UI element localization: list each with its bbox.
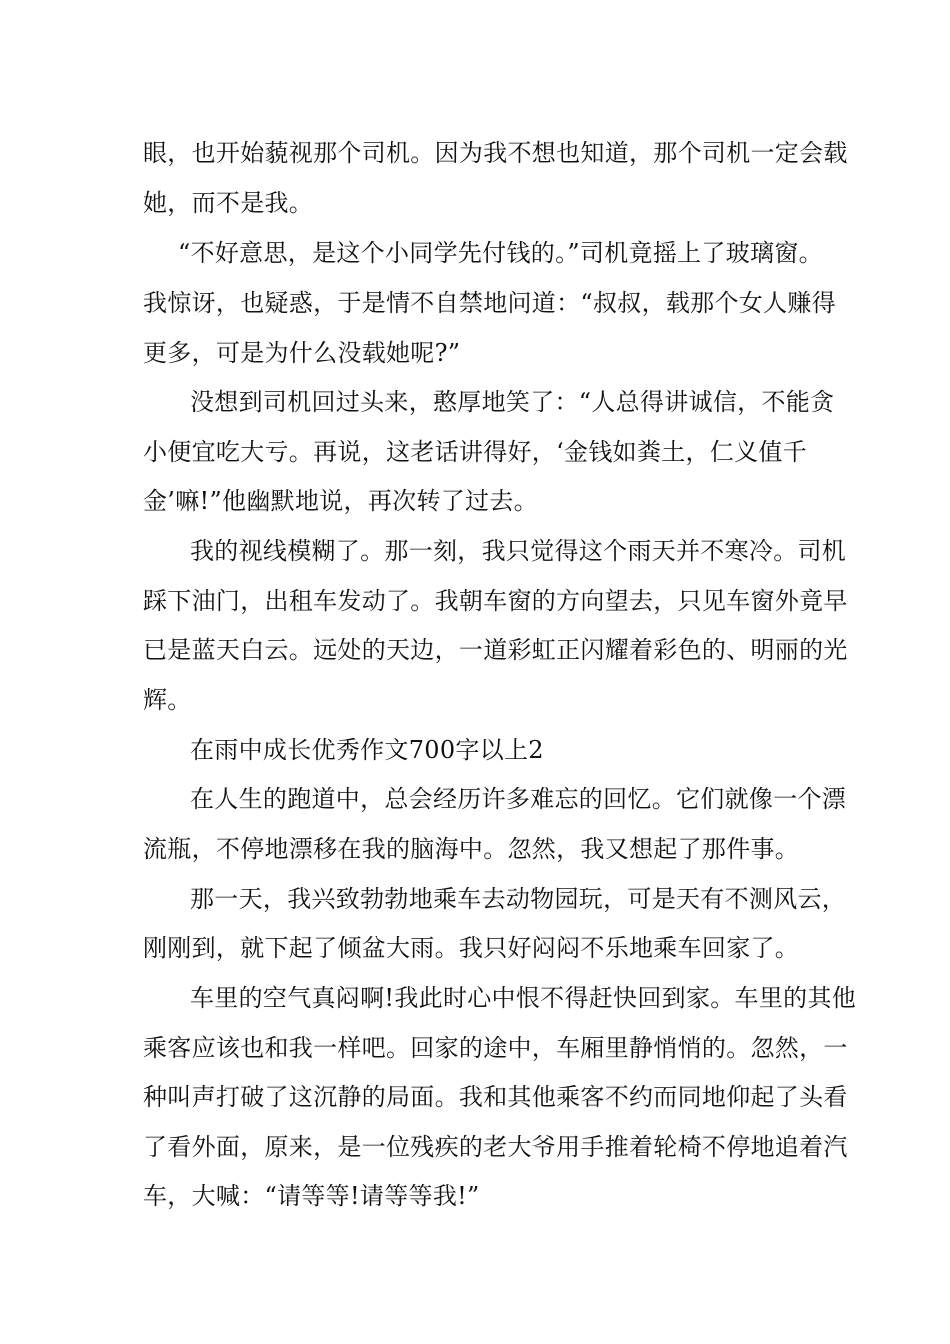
text-line: 踩下油门，出租车发动了。我朝车窗的方向望去，只见车窗外竟早 bbox=[143, 587, 848, 615]
text-line: 刚刚到，就下起了倾盆大雨。我只好闷闷不乐地乘车回家了。 bbox=[143, 934, 800, 962]
text-line: 种叫声打破了这沉静的局面。我和其他乘客不约而同地仰起了头看 bbox=[143, 1083, 848, 1111]
text-line: 辉。 bbox=[143, 686, 192, 714]
text-line: 车，大喊：“请等等!请等等我!” bbox=[143, 1182, 480, 1210]
text-line: 车里的空气真闷啊!我此时心中恨不得赶快回到家。车里的其他 bbox=[190, 984, 857, 1012]
text-line: 那一天，我兴致勃勃地乘车去动物园玩，可是天有不测风云， bbox=[190, 885, 847, 913]
text-line: 已是蓝天白云。远处的天边，一道彩虹正闪耀着彩色的、明丽的光 bbox=[143, 636, 848, 664]
text-line: 小便宜吃大亏。再说，这老话讲得好，‘金钱如粪土，仁义值千 bbox=[143, 438, 808, 466]
text-line: 更多，可是为什么没载她呢?” bbox=[143, 339, 461, 367]
text-line: 在人生的跑道中，总会经历许多难忘的回忆。它们就像一个漂 bbox=[190, 785, 847, 813]
text-line: 了看外面，原来，是一位残疾的老大爷用手推着轮椅不停地追着汽 bbox=[143, 1133, 848, 1161]
text-line: 金’嘛!”他幽默地说，再次转了过去。 bbox=[143, 487, 538, 515]
text-line: 没想到司机回过头来，憨厚地笑了：“人总得讲诚信，不能贪 bbox=[190, 388, 835, 416]
text-line: 她，而不是我。 bbox=[143, 189, 314, 217]
text-line: “不好意思，是这个小同学先付钱的。”司机竟摇上了玻璃窗。 bbox=[178, 239, 823, 267]
text-line: 我惊讶，也疑惑，于是情不自禁地问道：“叔叔，载那个女人赚得 bbox=[143, 289, 836, 317]
text-line: 乘客应该也和我一样吧。回家的途中，车厢里静悄悄的。忽然，一 bbox=[143, 1034, 848, 1062]
text-line: 眼，也开始藐视那个司机。因为我不想也知道，那个司机一定会载 bbox=[143, 139, 848, 167]
text-line: 我的视线模糊了。那一刻，我只觉得这个雨天并不寒冷。司机 bbox=[190, 537, 847, 565]
text-line: 流瓶，不停地漂移在我的脑海中。忽然，我又想起了那件事。 bbox=[143, 835, 800, 863]
section-heading: 在雨中成长优秀作文700字以上2 bbox=[190, 736, 544, 764]
